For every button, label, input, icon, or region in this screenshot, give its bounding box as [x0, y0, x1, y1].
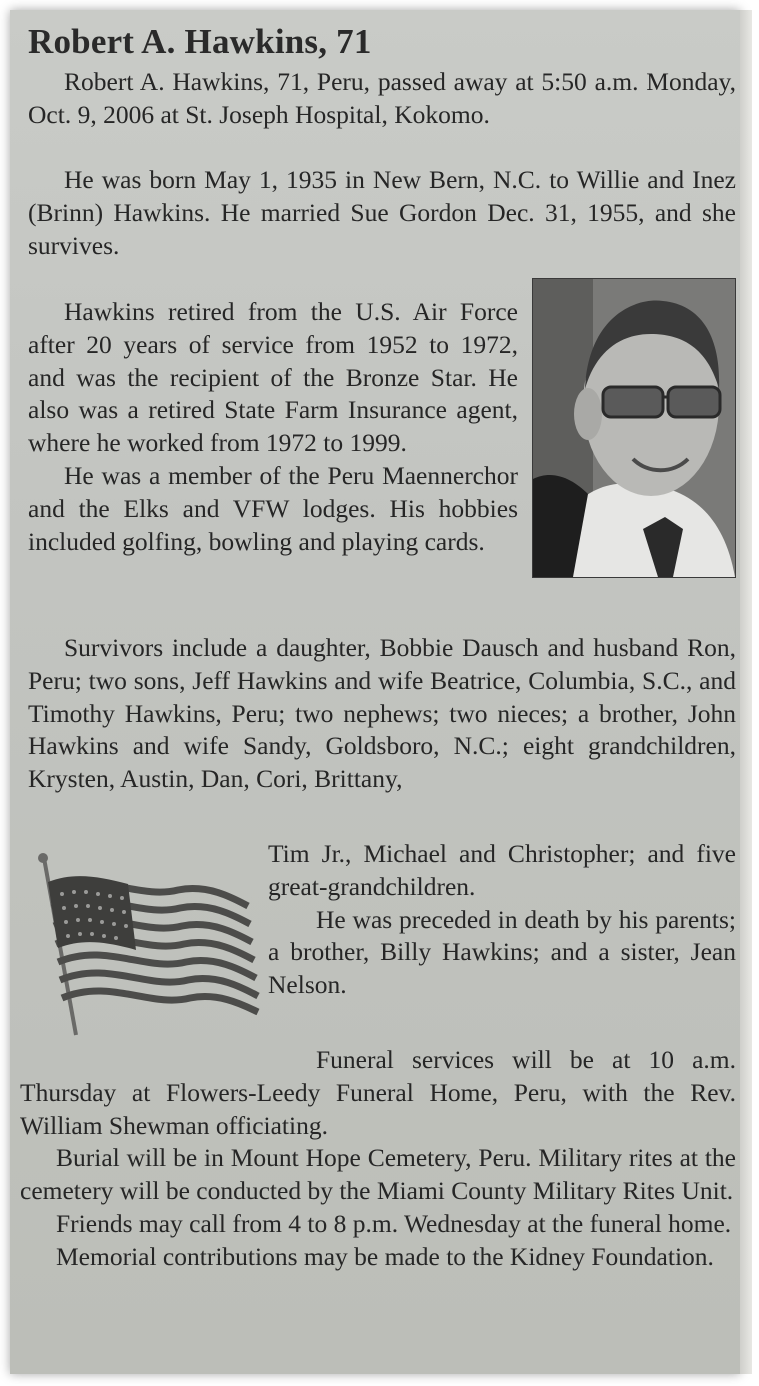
intro-text-block	[28, 66, 736, 132]
grandchildren-continued-block	[268, 838, 736, 1002]
paragraph-funeral-services: Funeral services will be at 10 a.m. Thursday at Flowers-Leedy Funeral Home, Peru, with the Rev. William Shewman officiating.	[20, 1045, 736, 1140]
portrait-drawing	[533, 279, 735, 577]
paragraph-preceded-in-death: He was preceded in death by his parents; a brother, Billy Hawkins; and a sister, Jean Nelson.	[268, 904, 736, 1000]
adjacent-page-edge	[740, 10, 752, 1374]
portrait-photo	[532, 278, 736, 578]
american-flag-icon	[28, 850, 260, 1040]
paragraph-visitation: Friends may call from 4 to 8 p.m. Wednesday at the funeral home.	[56, 1208, 732, 1238]
career-text-block	[28, 296, 518, 558]
flag-drawing	[28, 850, 260, 1040]
paragraph-survivors: Survivors include a daughter, Bobbie Dausch and husband Ron, Peru; two sons, Jeff Hawkins and wife Beatrice, Columbia, S.C., and Timothy Hawkins, Peru; two nephews; two nieces; a brother, John Hawkins and wife Sandy, Goldsboro, N.C.; eight grandchildren, Krysten, Austin, Dan, Cori, Brittany,	[28, 633, 736, 794]
paragraph-memorial: Memorial contributions may be made to the Kidney Foundation.	[56, 1241, 714, 1271]
birth-text-block	[28, 164, 736, 262]
survivors-text-block	[28, 632, 736, 796]
paragraph-birth: He was born May 1, 1935 in New Bern, N.C. to Willie and Inez (Brinn) Hawkins. He married Sue Gordon Dec. 31, 1955, and she survives.	[28, 165, 736, 260]
obituary-headline: Robert A. Hawkins, 71	[28, 22, 372, 61]
paragraph-burial: Burial will be in Mount Hope Cemetery, Peru. Military rites at the cemetery will be conducted by the Miami County Military Rites Unit.	[20, 1143, 736, 1206]
paragraph-death-notice: Robert A. Hawkins, 71, Peru, passed away at 5:50 a.m. Monday, Oct. 9, 2006 at St. Joseph Hospital, Kokomo.	[28, 67, 736, 129]
paragraph-career: Hawkins retired from the U.S. Air Force after 20 years of service from 1952 to 1972, and was the recipient of the Bronze Star. He also was a retired State Farm Insurance agent, where he worked from 1972 to 1999.	[28, 297, 518, 458]
paragraph-survivors-continued: Tim Jr., Michael and Christopher; and five great-grandchildren.	[268, 839, 736, 901]
obituary-clipping	[10, 10, 740, 1374]
services-text-block	[20, 1044, 736, 1274]
paragraph-memberships: He was a member of the Peru Maennerchor and the Elks and VFW lodges. His hobbies included golfing, bowling and playing cards.	[28, 460, 518, 556]
